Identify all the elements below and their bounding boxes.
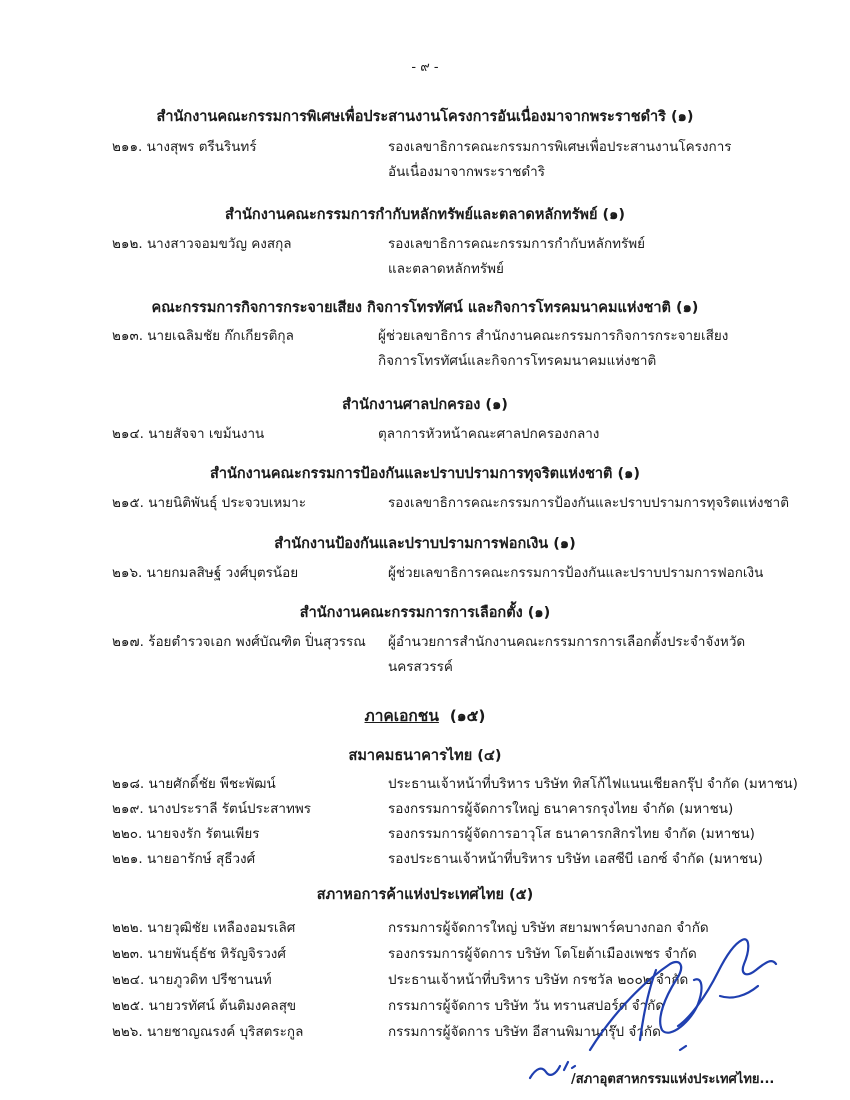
list-item	[0, 797, 850, 817]
person-position: รองกรรมการผู้จัดการ บริษัท โตโยต้าเมืองเพชร จำกัด	[388, 946, 697, 962]
person-name: ๒๒๕. นายวรทัศน์ ต้นติมงคลสุข	[112, 998, 297, 1014]
person-position: รองกรรมการผู้จัดการใหญ่ ธนาคารกรุงไทย จำกัด (มหาชน)	[388, 801, 734, 817]
person-position: รองเลขาธิการคณะกรรมการพิเศษเพื่อประสานงานโครงการ	[388, 139, 732, 155]
list-item	[0, 822, 850, 842]
private-sector-title	[0, 703, 850, 728]
list-item	[0, 916, 850, 936]
person-name: ๒๒๔. นายภูวดิท ปรีชานนท์	[112, 972, 272, 988]
person-position-cont: และตลาดหลักทรัพย์	[388, 261, 504, 277]
group-heading: สมาคมธนาคารไทย (๔)	[348, 748, 502, 764]
person-name: ๒๒๖. นายชาญณรงค์ บุริสตระกูล	[112, 1024, 304, 1040]
list-item	[0, 994, 850, 1014]
person-position: ผู้อำนวยการสำนักงานคณะกรรมการการเลือกตั้งประจำจังหวัด	[388, 634, 746, 650]
person-name: ๒๑๗. ร้อยตำรวจเอก พงศ์บัณฑิต ปิ่นสุวรรณ	[112, 634, 366, 650]
person-position: กรรมการผู้จัดการ บริษัท วัน ทรานสปอร์ต จำกัด	[388, 998, 665, 1014]
group-heading: สภาหอการค้าแห่งประเทศไทย (๕)	[316, 887, 534, 903]
person-name: ๒๒๐. นายจงรัก รัตนเพียร	[112, 826, 260, 842]
person-name: ๒๒๒. นายวุฒิชัย เหลืองอมรเลิศ	[112, 920, 296, 936]
person-name: ๒๑๔. นายสัจจา เขม้นงาน	[112, 426, 265, 442]
person-position: ผู้ช่วยเลขาธิการ สำนักงานคณะกรรมการกิจการกระจายเสียง	[378, 328, 729, 344]
person-position-cont: อันเนื่องมาจากพระราชดำริ	[388, 164, 546, 180]
list-item	[0, 324, 850, 344]
section-heading: คณะกรรมการกิจการกระจายเสียง กิจการโทรทัศน์ และกิจการโทรคมนาคมแห่งชาติ (๑)	[151, 300, 699, 316]
person-position: ตุลาการหัวหน้าคณะศาลปกครองกลาง	[378, 426, 600, 442]
person-position: กรรมการผู้จัดการใหญ่ บริษัท สยามพาร์คบางกอก จำกัด	[388, 920, 709, 936]
person-position: รองกรรมการผู้จัดการอาวุโส ธนาคารกสิกรไทย จำกัด (มหาชน)	[388, 826, 755, 842]
list-item	[0, 1020, 850, 1040]
section-heading: สำนักงานคณะกรรมการกำกับหลักทรัพย์และตลาดหลักทรัพย์ (๑)	[225, 207, 625, 223]
person-name: ๒๑๘. นายศักดิ์ชัย พีชะพัฒน์	[112, 776, 276, 792]
section-heading: สำนักงานป้องกันและปราบปรามการฟอกเงิน (๑)	[274, 536, 576, 552]
person-position: รองประธานเจ้าหน้าที่บริหาร บริษัท เอสซีบี เอกซ์ จำกัด (มหาชน)	[388, 851, 763, 867]
person-position: รองเลขาธิการคณะกรรมการป้องกันและปราบปรามการทุจริตแห่งชาติ	[388, 495, 789, 511]
person-position-cont: กิจการโทรทัศน์และกิจการโทรคมนาคมแห่งชาติ	[378, 353, 657, 369]
person-position: กรรมการผู้จัดการ บริษัท อีสานพิมานกรุ๊ป จำกัด	[388, 1024, 661, 1040]
section-heading: สำนักงานคณะกรรมการป้องกันและปราบปรามการทุจริตแห่งชาติ (๑)	[210, 466, 640, 482]
person-position: ประธานเจ้าหน้าที่บริหาร บริษัท ทิสโก้ไฟแนนเชียลกรุ๊ป จำกัด (มหาชน)	[388, 776, 798, 792]
section-heading: สำนักงานศาลปกครอง (๑)	[342, 397, 508, 413]
person-position-cont: นครสวรรค์	[388, 659, 453, 675]
person-name: ๒๒๑. นายอารักษ์ สุธีวงศ์	[112, 851, 256, 867]
next-page-reference: /สภาอุตสาหกรรมแห่งประเทศไทย...	[571, 1072, 775, 1087]
person-position: ประธานเจ้าหน้าที่บริหาร บริษัท กรชวัล ๒๐๐๒ จำกัด	[388, 972, 689, 988]
page-number: - ๙ -	[411, 60, 439, 75]
list-item	[0, 135, 850, 155]
person-name: ๒๑๓. นายเฉลิมชัย ก๊กเกียรติกุล	[112, 328, 294, 344]
list-item	[0, 561, 850, 581]
list-item	[0, 968, 850, 988]
person-name: ๒๑๒. นางสาวจอมขวัญ คงสกุล	[112, 236, 292, 252]
person-name: ๒๑๕. นายนิติพันธุ์ ประจวบเหมาะ	[112, 495, 307, 511]
person-name: ๒๒๓. นายพันธุ์ธัช หิรัญจิรวงศ์	[112, 946, 286, 962]
list-item	[0, 232, 850, 252]
list-item	[0, 422, 850, 442]
section-heading: สำนักงานคณะกรรมการการเลือกตั้ง (๑)	[299, 605, 551, 621]
person-name: ๒๑๖. นายกมลสิษฐ์ วงศ์บุตรน้อย	[112, 565, 299, 581]
person-position: ผู้ช่วยเลขาธิการคณะกรรมการป้องกันและปราบปรามการฟอกเงิน	[388, 565, 764, 581]
section-heading: สำนักงานคณะกรรมการพิเศษเพื่อประสานงานโครงการอันเนื่องมาจากพระราชดำริ (๑)	[156, 109, 694, 125]
person-name: ๒๑๑. นางสุพร ตรีนรินทร์	[112, 139, 257, 155]
list-item	[0, 491, 850, 511]
private-sector-count: (๑๕)	[449, 707, 486, 725]
list-item	[0, 942, 850, 962]
list-item	[0, 772, 850, 792]
person-position: รองเลขาธิการคณะกรรมการกำกับหลักทรัพย์	[388, 236, 646, 252]
list-item	[0, 847, 850, 867]
person-name: ๒๑๙. นางประราลี รัตน์ประสาทพร	[112, 801, 311, 817]
private-sector-label: ภาคเอกชน	[364, 707, 439, 725]
list-item	[0, 630, 850, 650]
